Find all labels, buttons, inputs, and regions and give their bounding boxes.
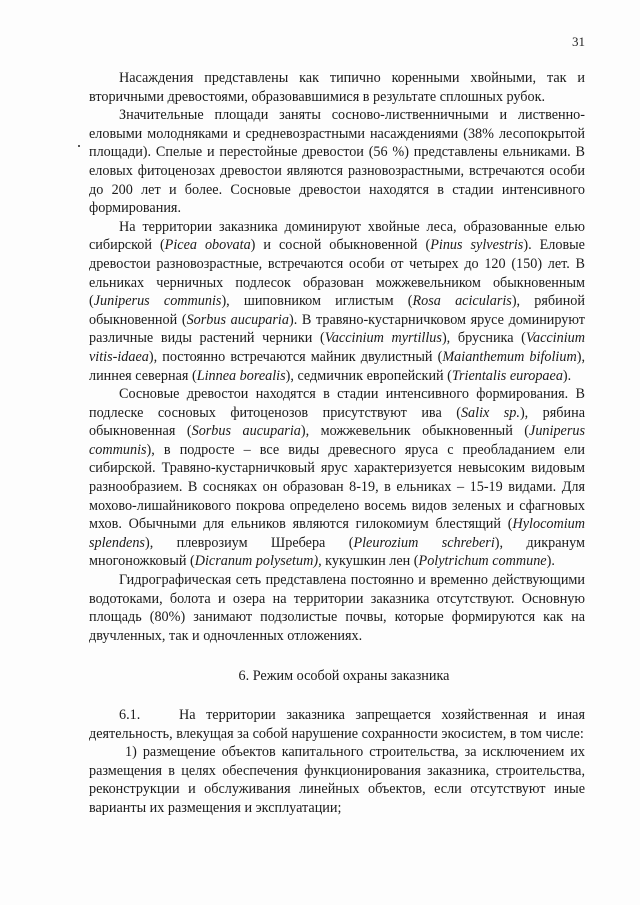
text-run: ). [546, 553, 555, 570]
text-run: ). [562, 367, 572, 384]
text-run: ), шиповником иглистым ( [221, 293, 413, 310]
latin-name: Sorbus aucuparia [191, 423, 301, 440]
scan-speck [78, 145, 80, 147]
text-run: ), в подросте – все виды древесного яруса с преобладанием ели сибирской. Травяно-кустарничковый ярус характеризуется невысоким видовым разнообразием. В сосняках он образован 8-19, в ельниках – 15-19 видами. Для мохово-лишайникового покрова определено восемь видов зеленых и сфагновых мхов. Обычными для ельников являются гилокомиум блестящий ( [89, 441, 585, 533]
latin-name: Polytrichum commune [418, 553, 547, 570]
latin-name: Trientalis europaea [451, 367, 563, 384]
latin-name: Pleurozium schreberi [353, 534, 495, 551]
latin-name: Picea obovata [164, 237, 251, 254]
text-run: ), постоянно встречаются майник двулистный ( [148, 348, 443, 365]
page-number: 31 [572, 34, 585, 49]
paragraph-pine-stands [89, 385, 585, 571]
latin-name: Pinus sylvestris [430, 237, 524, 254]
latin-name: Vaccinium myrtillus [324, 330, 442, 347]
clause-number: 6.1. [119, 707, 141, 723]
paragraph-hydrography [89, 571, 585, 645]
text-run: ), линнея северная ( [89, 348, 585, 384]
latin-name: Vaccinium vitis-idaea [89, 330, 586, 365]
document-body [89, 69, 585, 818]
text-run: ), рябина обыкновенная ( [89, 404, 585, 440]
latin-name: Juniperus communis [93, 293, 222, 310]
text-run: ), рябиной обыкновенной ( [89, 293, 585, 328]
latin-name: Dicranum polysetum), [194, 553, 322, 570]
section-heading: 6. Режим особой охраны заказника [238, 668, 450, 685]
text-run: Сосновые древостои находятся в стадии интенсивного формирования. В подлеске сосновых фитоценозов присутствуют ива ( [89, 386, 585, 421]
text-run: ), брусника ( [441, 330, 526, 347]
text-run: ), седмичник европейский ( [285, 367, 452, 384]
text-run: ). Еловые древостои разновозрастные, встречаются особи от четырех до 120 (150) лет. В ельниках черничных подлесок образован можжевельником обыкновенным ( [89, 237, 585, 310]
latin-name: Linnea borealis [196, 367, 286, 384]
text-run: ), дикранум многоножковый ( [89, 534, 585, 570]
text-run: Гидрографическая сеть представлена постоянно и временно действующими водотоками, болота и озера на территории заказника отсутствуют. Основную площадь (80%) занимают подзолистые почвы, которые формируются как на двучленных, так и одночленных отложениях. [89, 572, 585, 644]
text-run: ), можжевельник обыкновенный ( [300, 423, 530, 440]
text-run: На территории заказника доминируют хвойные леса, образованные елью сибирской ( [89, 218, 585, 254]
text-run: ), плеврозиум Шребера ( [144, 534, 354, 551]
paragraph-plantations [89, 69, 585, 106]
list-item-1: 1) размещение объектов капитального строительства, за исключением их размещения в целях обеспечения функционирования заказника, строительства, реконструкции и обслуживания линейных объектов, если отсутствуют иные варианты их размещения и эксплуатации; [89, 744, 585, 816]
latin-name: Juniperus communis [89, 423, 585, 458]
latin-name: Rosa acicularis [412, 293, 512, 310]
text-run: ). В травяно-кустарничковом ярусе доминируют различные виды растений черники ( [89, 311, 585, 347]
latin-name: Hylocomium splendens [89, 516, 585, 551]
text-run: кукушкин лен ( [321, 553, 419, 570]
text-run: ) и сосной обыкновенной ( [250, 237, 431, 254]
text-run: Значительные площади заняты сосново-лиственничными и лиственно-еловыми молодняками и средневозрастными насаждениями (38% лесопокрытой площади). Спелые и перестойные древостои (56 %) представлены ельниками. В еловых фитоценозах древостои являются разновозрастными, встречаются особи до 200 лет и более. Сосновые древостои находятся в стадии интенсивного формирования. [89, 107, 585, 217]
latin-name: Salix sp. [460, 404, 520, 421]
clause-6-1 [89, 706, 585, 743]
latin-name: Maianthemum bifolium [442, 348, 577, 365]
paragraph-areas [89, 106, 585, 218]
paragraph-conifer-forests [89, 218, 585, 385]
clause-text: На территории заказника запрещается хозяйственная и иная деятельность, влекущая за собой нарушение сохранности экосистем, в том числе: [89, 707, 585, 742]
latin-name: Sorbus aucuparia [186, 311, 289, 328]
text-run: Насаждения представлены как типично коренными хвойными, так и вторичными древостоями, образовавшимися в результате сплошных рубок. [89, 70, 585, 105]
